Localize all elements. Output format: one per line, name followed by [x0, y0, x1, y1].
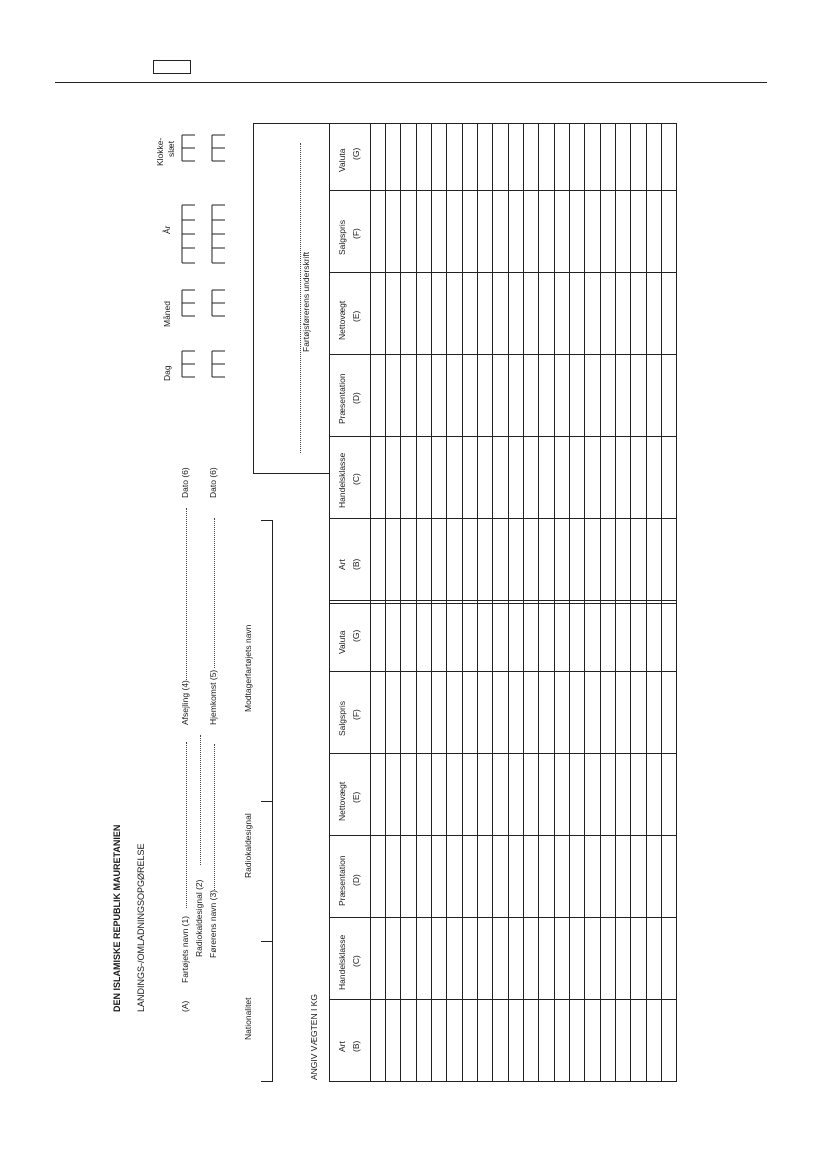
- col-header-nettovaegt: Nettovægt: [337, 781, 347, 821]
- year-header: År: [162, 225, 172, 234]
- date-label-2: Dato (6): [208, 467, 218, 498]
- date-label-1: Dato (6): [180, 467, 190, 498]
- col-header-nettovaegt-2: Nettovægt: [337, 300, 347, 340]
- col-header-handelsklasse-2: Handelsklasse: [337, 452, 347, 508]
- col-code-nettovaegt: (E): [351, 791, 361, 803]
- col-code-valuta-2: (G): [351, 147, 361, 160]
- nationality-label: Nationalitet: [243, 997, 253, 1040]
- day-header: Dag: [162, 365, 172, 381]
- col-code-art-2: (B): [351, 558, 361, 570]
- time-header-1: Klokke-: [155, 137, 165, 166]
- col-code-handelsklasse-2: (C): [351, 473, 361, 485]
- weight-note: ANGIV VÆGTEN I KG: [309, 994, 319, 1080]
- col-header-salgspris: Salgspris: [337, 701, 347, 736]
- receiver-radio-label: Radiokaldesignal: [243, 813, 253, 878]
- col-header-valuta-2: Valuta: [337, 148, 347, 172]
- col-header-praesentation-2: Præsentation: [337, 373, 347, 424]
- col-code-valuta: (G): [351, 629, 361, 642]
- signature-label: Fartøjsførerens underskrift: [301, 251, 311, 352]
- section-a-marker: (A): [180, 1000, 190, 1012]
- col-code-salgspris: (F): [351, 709, 361, 720]
- col-header-handelsklasse: Handelsklasse: [337, 934, 347, 990]
- col-code-handelsklasse: (C): [351, 955, 361, 967]
- col-code-salgspris-2: (F): [351, 228, 361, 239]
- col-header-art-2: Art: [337, 559, 347, 570]
- col-code-praesentation-2: (D): [351, 392, 361, 404]
- radio-call-label: Radiokaldesignal (2): [194, 879, 204, 957]
- departure-label: Afsejling (4): [180, 680, 190, 725]
- time-header-2: slæt: [166, 140, 176, 157]
- col-header-salgspris-2: Salgspris: [337, 220, 347, 255]
- receiving-vessel-label: Modtagerfartøjets navn: [243, 624, 253, 712]
- col-code-art: (B): [351, 1040, 361, 1052]
- col-code-praesentation: (D): [351, 874, 361, 886]
- vessel-name-label: Fartøjets navn (1): [180, 915, 190, 983]
- col-header-art: Art: [337, 1041, 347, 1052]
- form-subtitle: LANDINGS-/OMLADNINGSOPGØRELSE: [136, 843, 146, 1012]
- col-header-praesentation: Præsentation: [337, 855, 347, 906]
- month-header: Måned: [162, 301, 172, 327]
- col-code-nettovaegt-2: (E): [351, 310, 361, 322]
- return-label: Hjemkomst (5): [208, 669, 218, 725]
- col-header-valuta: Valuta: [337, 630, 347, 654]
- form-title: DEN ISLAMISKE REPUBLIK MAURETANIEN: [112, 824, 122, 1012]
- master-name-label: Førerens navn (3): [208, 889, 218, 958]
